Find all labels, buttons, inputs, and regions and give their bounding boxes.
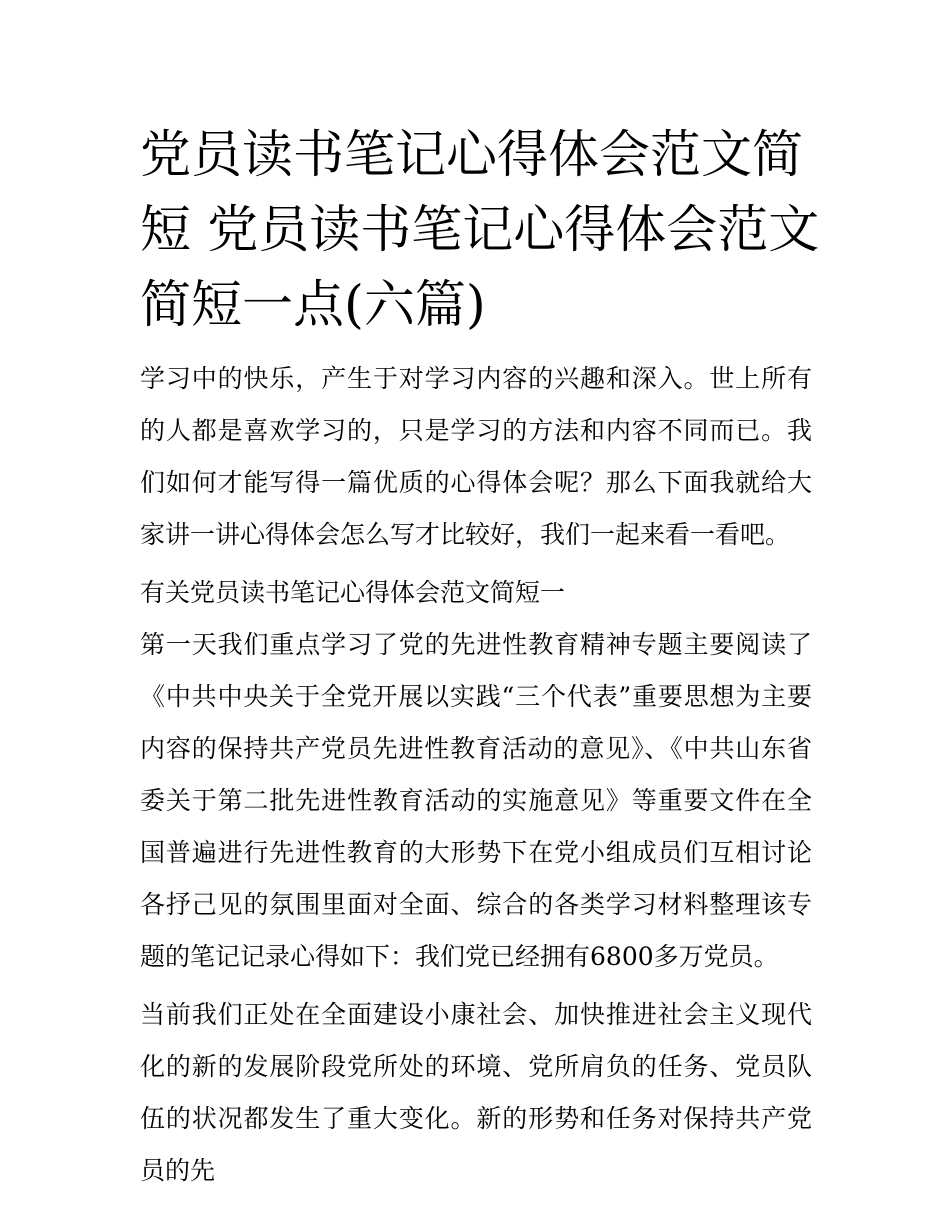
body-paragraph-2: 当前我们正处在全面建设小康社会、加快推进社会主义现代化的新的发展阶段党所处的环境、党所肩负的任务、党员队伍的状况都发生了重大变化。新的形势和任务对保持共产党员的先: [140, 1000, 812, 1185]
body-paragraph-1: 第一天我们重点学习了党的先进性教育精神专题主要阅读了《中共中央关于全党开展以实践“三个代表”重要思想为主要内容的保持共产党员先进性教育活动的意见》、《中共山东省委关于第二批先进性教育活动的实施意见》等重要文件在全国普遍进行先进性教育的大形势下在党小组成员们互相讨论各抒己见的氛围里面对全面、综合的各类学习材料整理该专题的笔记记录心得如下：我们党已经拥有6800多万党员。: [140, 630, 812, 971]
section-heading: 有关党员读书笔记心得体会范文简短一: [140, 578, 566, 607]
document-body: [140, 353, 812, 1203]
document-title: 党员读书笔记心得体会范文简短 党员读书笔记心得体会范文简短一点(六篇): [140, 126, 820, 335]
intro-paragraph: 学习中的快乐，产生于对学习内容的兴趣和深入。世上所有的人都是喜欢学习的，只是学习的方法和内容不同而已。我们如何才能写得一篇优质的心得体会呢？那么下面我就给大家讲一讲心得体会怎么写才比较好，我们一起来看一看吧。: [140, 364, 812, 549]
